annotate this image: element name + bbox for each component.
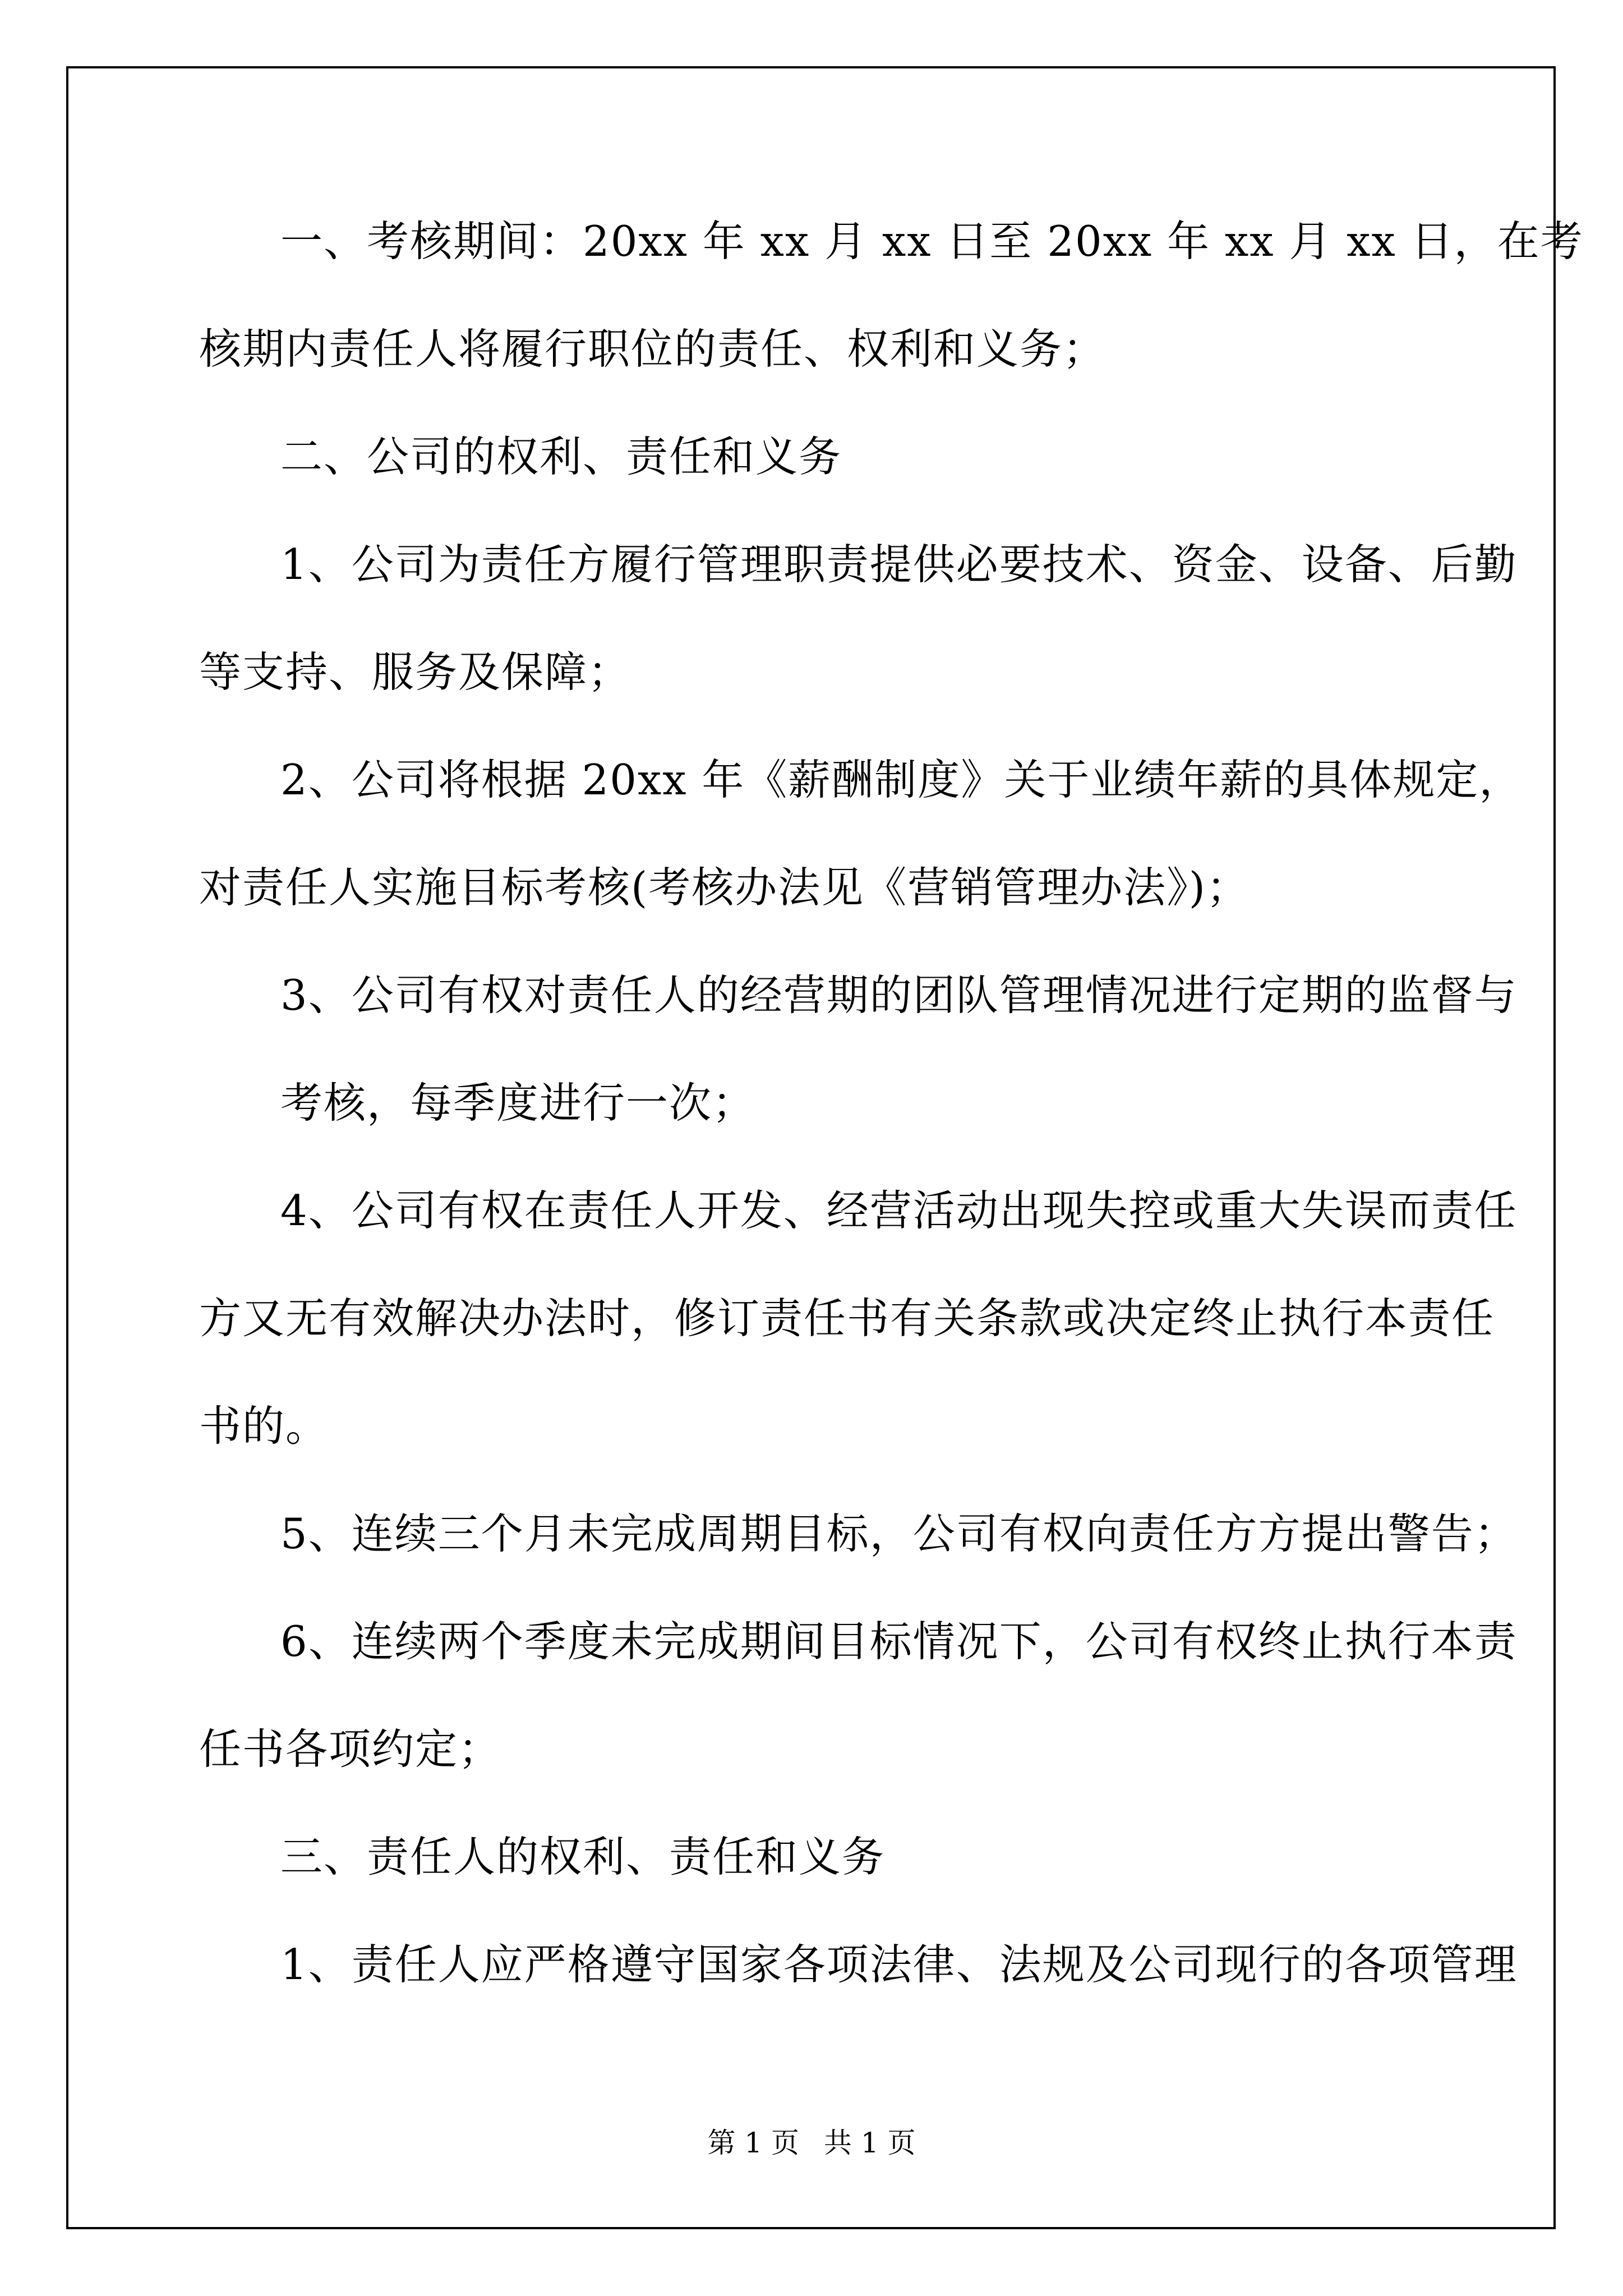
paragraph-line: 2、公司将根据 20xx 年《薪酬制度》关于业绩年薪的具体规定，	[280, 755, 1523, 804]
page-number-current: 第 1 页	[707, 2127, 800, 2159]
paragraph-line: 1、公司为责任方履行管理职责提供必要技术、资金、设备、后勤	[280, 540, 1518, 589]
document-body	[199, 213, 1584, 2044]
section-heading: 三、责任人的权利、责任和义务	[280, 1832, 886, 1881]
page-footer	[0, 2126, 1623, 2160]
page-number-total: 共 1 页	[823, 2127, 916, 2159]
paragraph-line: 3、公司有权对责任人的经营期的团队管理情况进行定期的监督与	[280, 970, 1518, 1020]
paragraph-line: 5、连续三个月未完成周期目标，公司有权向责任方方提出警告；	[280, 1509, 1518, 1558]
paragraph-line: 任书各项约定；	[199, 1724, 502, 1774]
paragraph-line: 6、连续两个季度未完成期间目标情况下，公司有权终止执行本责	[280, 1617, 1518, 1666]
paragraph-line: 4、公司有权在责任人开发、经营活动出现失控或重大失误而责任	[280, 1186, 1518, 1235]
paragraph-line: 等支持、服务及保障；	[199, 647, 631, 697]
paragraph-line: 考核，每季度进行一次；	[280, 1078, 756, 1128]
paragraph-line: 一、考核期间：20xx 年 xx 月 xx 日至 20xx 年 xx 月 xx 日，在考	[280, 217, 1584, 266]
section-heading: 二、公司的权利、责任和义务	[280, 432, 842, 481]
paragraph-line: 1、责任人应严格遵守国家各项法律、法规及公司现行的各项管理	[280, 1940, 1518, 1989]
paragraph-line: 对责任人实施目标考核(考核办法见《营销管理办法》)；	[199, 863, 1250, 912]
paragraph-line: 方又无有效解决办法时，修订责任书有关条款或决定终止执行本责任	[199, 1294, 1495, 1343]
paragraph-line: 核期内责任人将履行职位的责任、权利和义务；	[199, 324, 1106, 374]
paragraph-line: 书的。	[199, 1401, 329, 1451]
